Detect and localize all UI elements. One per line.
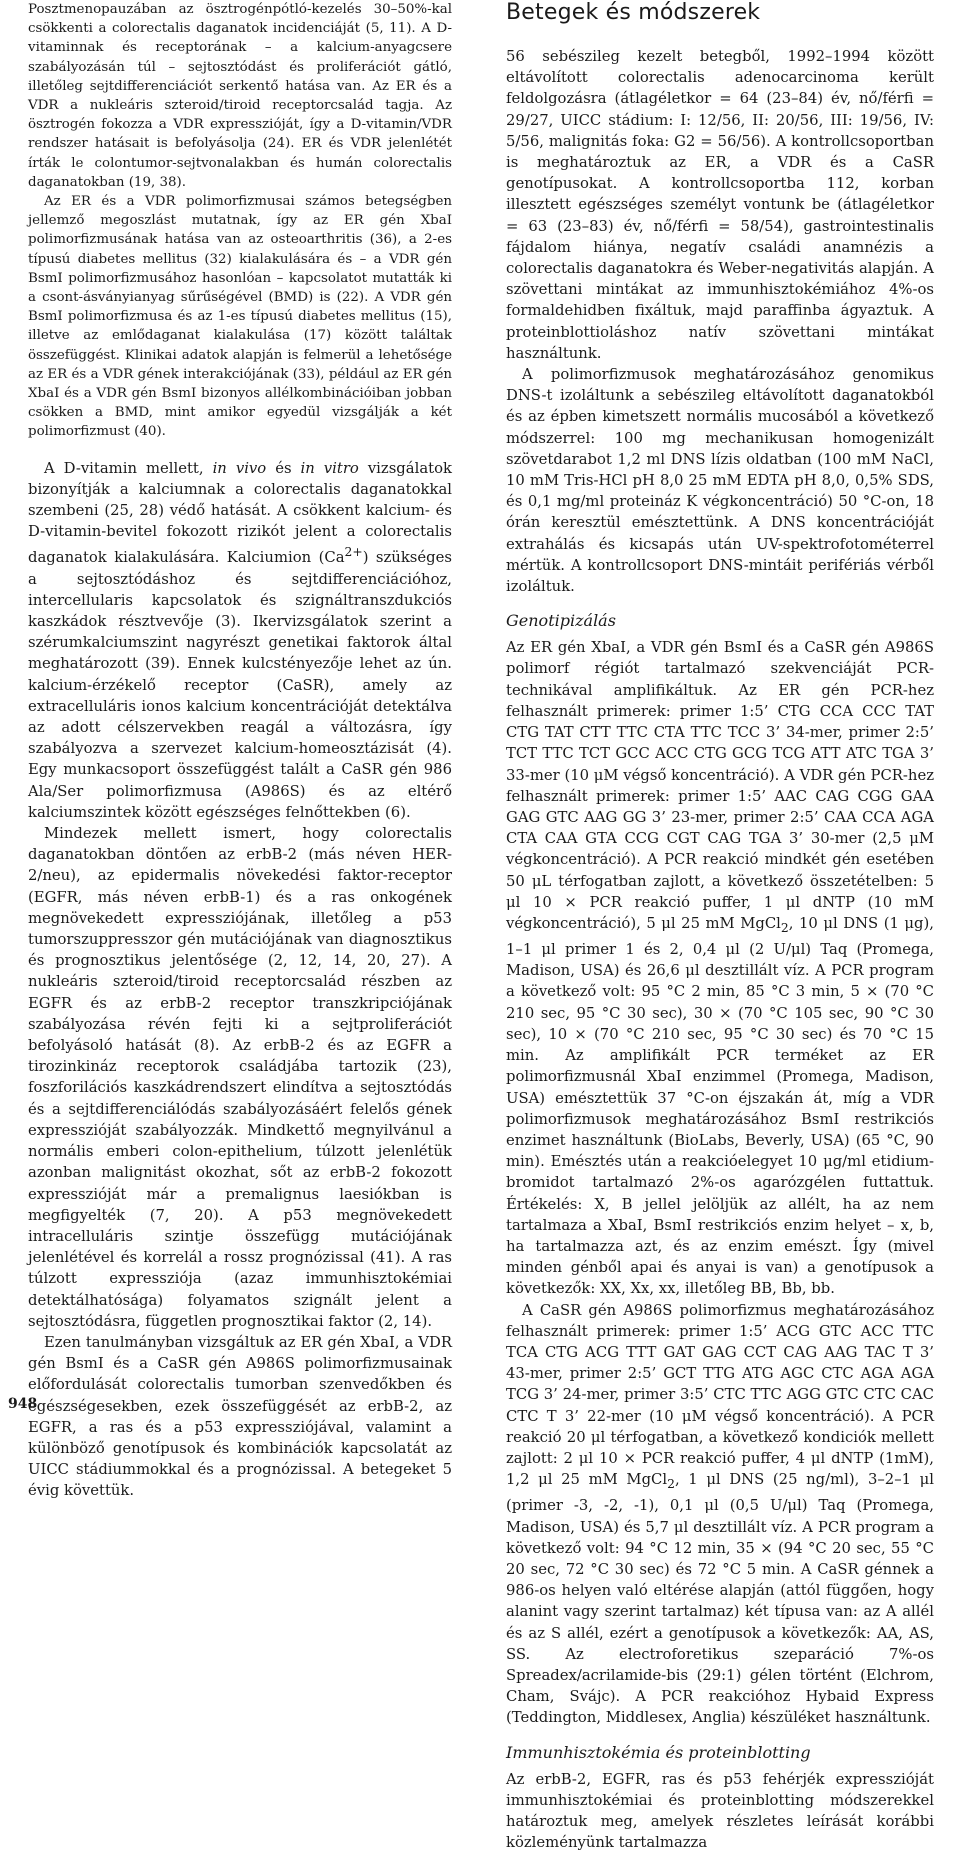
right-paragraph-5: Az erbB-2, EGFR, ras és p53 fehérjék expresszióját immunhisztokémiai és proteinblotting módszerekkel határoztuk meg, amelyek részletes leírását korábbi közleményünk tartalmazza (506, 1770, 934, 1852)
subheading-genotyping: Genotipizálás (506, 611, 616, 631)
right-paragraph-2: A polimorfizmusok meghatározásához genomikus DNS-t izoláltunk a sebészileg eltávolított daganatokból és az épben kimetszett normális mucosából a következő módszerrel: 100 mg mechanikusan homogenizált szövetdarabot 1,2 ml DNS lízis oldatban (100 mM NaCl, 10 mM Tris-HCl pH 8,0 25 mM EDTA pH 8,0, 0,5% SDS, és 0,1 mg/ml proteináz K végkoncentráció) 50 °C-on, 18 órán keresztül emésztettünk. A DNS koncentrációját extrahálás és kicsapás után UV-spektrofotométerrel mértük. A kontrollcsoport DNS-mintáit perifériás vérből izoláltuk. (506, 366, 934, 596)
subheading-immunohistochemistry: Immunhisztokémia és proteinblotting (506, 1742, 811, 1762)
left-paragraph-3: A D-vitamin mellett, in vivo és in vitro vizsgálatok bizonyítják a kalciumnak a colorectalis daganatokkal szembeni (25, 28) védő hatását. A csökkent kalcium- és D-vitamin-bevitel fokozott rizikót jelent a colorectalis daganatok kialakulására. Kalciumion $(Ca^{2+})$ szükséges a sejtosztódáshoz és sejtdifferenciációhoz, intercellularis kapcsolatok és szignáltranszdukciós kaszkádok résztvevője (3). Ikervizsgálatok szerint a szérumkalciumszint nagyrészt genetikai faktorok által meghatározott (39). Ennek kulcstényezője lehet az ún. kalcium-érzékelő receptor (CaSR), amely az extracelluláris ionos kalcium koncentrációját detektálva az adott célszervekben reagál a változásra, így szabályozva a szervezet kalcium-homeosztázisát (4). Egy munkacsoport összefüggést talált a CaSR gén 986 Ala/Ser polimorfizmusa (A986S) és az eltérő kalciumszintek között egészséges felnőttekben (6). (28, 459, 452, 821)
section-heading: Betegek és módszerek (506, 0, 761, 25)
left-paragraph-4: Mindezek mellett ismert, hogy colorectalis daganatokban döntően az erbB-2 (más néven HER-2/neu), az epidermalis növekedési faktor-receptor (EGFR, más néven erbB-1) és a ras onkogének megnövekedett expressziójának, illetőleg a p53 tumorszuppresszor gén mutációjának van diagnosztikus és prognosztikus jelentősége (2, 12, 14, 20, 27). A nukleáris szteroid/tiroid receptorcsalád részben az EGFR és az erbB-2 receptor transzkripciójának szabályozása révén fejti ki a sejtproliferációt befolyásoló hatását (8). Az erbB-2 és az EGFR a tirozinkináz receptorok családjába tartozik (23), foszforilációs kaszkádrendszert elindítva a sejtosztódás és a sejtdifferenciálódás szabályozásáért felelős gének expresszióját szabályozzák. Mindkettő megnyilvánul a normális emberi colon-epithelium, túlzott jelenlétük azonban malignitást okozhat, sőt az erbB-2 fokozott expresszióját már a premalignus laesiókban is megfigyelték (7, 20). A p53 megnövekedett intracelluláris szintje összefügg mutációjának jelenlétével és korrelál a rossz prognózissal (41). A ras túlzott expressziója (azaz immunhisztokémiai detektálhatósága) folyamatos szignált jelent a sejtosztódásra, független prognosztikai faktor (2, 14). (28, 825, 452, 1330)
right-column (506, 0, 934, 1853)
left-paragraph-1: Posztmenopauzában az ösztrogénpótló-kezelés 30–50%-kal csökkenti a colorectalis daganatok incidenciáját (5, 11). A D-vitaminnak és receptorának – a kalcium-anyagcsere szabályozásán túl – sejtosztódást és proliferációt gátló, illetőleg sejtdifferenciációt serkentő hatása van. Az ER és a VDR a nukleáris szteroid/tiroid receptorcsalád tagja. Az ösztrogén fokozza a VDR expresszióját, így a D-vitamin/VDR rendszer hatásait is befolyásolja (24). ER és VDR jelenlétét írták le colontumor-sejtvonalakban és humán colorectalis daganatokban (19, 38). (28, 2, 452, 190)
page-number: 948 (8, 1396, 38, 1412)
right-paragraph-1: 56 sebészileg kezelt betegből, 1992–1994 között eltávolított colorectalis adenocarcinoma került feldolgozásra (átlagéletkor = 64 (23–84) év, nő/férfi = 29/27, UICC stádium: I: 12/56, II: 20/56, III: 19/56, IV: 5/56, malignitás foka: G2 = 56/56). A kontrollcsoportban is meghatároztuk az ER, a VDR és a CaSR genotípusokat. A kontrollcsoportba 112, korban illesztett egészséges személyt vontunk be (átlagéletkor = 63 (23–83) év, nő/férfi = 58/54), gastrointestinalis fájdalom hiánya, negatív családi anamnézis a colorectalis daganatokra és Weber-negativitás alapján. A szövettani mintákat az immunhisztokémiához 4%-os formaldehidben fixáltuk, majd paraffinba ágyaztuk. A proteinblottioláshoz natív szövettani mintákat használtunk. (506, 48, 934, 362)
right-paragraph-4: A CaSR gén A986S polimorfizmus meghatározásához felhasznált primerek: primer 1:5’ ACG GTC ACC TTC TCA CTG ACG TTT GAT GAG CCT CAG AAG TAC T 3’ 43-mer, primer 2:5’ GCT TTG ATG AGC CTC AGA AGA TCG 3’ 24-mer, primer 3:5’ CTC TTC AGG GTC CTC CAC CTC T 3’ 22-mer (10 μM végső koncentráció). A PCR reakció 20 μl térfogatban, a következő kondiciók mellett zajlott: 2 μl 10 × PCR reakció puffer, 4 μl dNTP (1mM), 1,2 μl 25 mM MgCl$_2$, 1 μl DNS (25 ng/ml), 3–2–1 μl (primer -3, -2, -1), 0,1 μl (0,5 U/μl) Taq (Promega, Madison, USA) és 5,7 μl desztillált víz. A PCR program a következő volt: 94 °C 12 min, 35 × (94 °C 20 sec, 55 °C 20 sec, 72 °C 30 sec) és 72 °C 5 min. A CaSR génnek a 986-os helyen való eltérése alapján (attól függően, hogy alanint vagy szerint tartalmaz) két típusa van: az A allél és az S allél, ezért a genotípusok a következők: AA, AS, SS. Az electroforetikus szeparáció 7%-os Spreadex/acrilamide-bis (29:1) gélen történt (Elchrom, Cham, Svájc). A PCR reakcióhoz Hybaid Express (Teddington, Middlesex, Anglia) készüléket használtunk. (506, 1301, 934, 1727)
left-column (28, 0, 452, 1502)
left-paragraph-5: Ezen tanulmányban vizsgáltuk az ER gén XbaI, a VDR gén BsmI és a CaSR gén A986S polimorfizmusainak előfordulását colorectalis tumorban szenvedőkben és egészségesekben, ezek összefüggését az erbB-2, az EGFR, a ras és a p53 expressziójával, valamint a különböző genotípusok és kombinációk kapcsolatát az UICC stádiummokkal és a prognózissal. A betegeket 5 évig követtük. (28, 1333, 452, 1500)
paragraph-gap (28, 442, 452, 458)
left-paragraph-2: Az ER és a VDR polimorfizmusai számos betegségben jellemző megoszlást mutatnak, így az ER gén XbaI polimorfizmusának hatása van az osteoarthritis (36), a 2-es típusú diabetes mellitus (32) kialakulására és – a VDR gén BsmI polimorfizmusához hasonlóan – kapcsolatot mutatták ki a csont-ásványianyag sűrűségével (BMD) is (22). A VDR gén BsmI polimorfizmusa és az 1-es típusú diabetes mellitus (15), illetve az emlődaganat kialakulása (17) között találtak összefüggést. Klinikai adatok alapján is felmerül a lehetősége az ER és a VDR gének interakciójának (33), például az ER gén XbaI és a VDR gén BsmI bizonyos allélkombinációiban jobban csökken a BMD, mint amikor egyedül vizsgálják a két polimorfizmust (40). (28, 194, 452, 440)
right-paragraph-3: Az ER gén XbaI, a VDR gén BsmI és a CaSR gén A986S polimorf régiót tartalmazó szekvenciáját PCR-technikával amplifikáltuk. Az ER gén PCR-hez felhasznált primerek: primer 1:5’ CTG CCA CCC TAT CTG TAT CTT TTC CTA TTC TCC 3’ 34-mer, primer 2:5’ TCT TTC TCT GCC ACC CTG GCG TCG ATT ATC TGA 3’ 33-mer (10 μM végső koncentráció). A VDR gén PCR-hez felhasznált primerek: primer 1:5’ AAC CAG CGG GAA GAG GTC AAG GG 3’ 23-mer, primer 2:5’ CAA CCA AGA CTA CAA GTA CCG CGT CAG TGA 3’ 30-mer (2,5 μM végkoncentráció). A PCR reakció mindkét gén esetében 50 μL térfogatban zajlott, a következő összetételben: 5 μl 10 × PCR reakció puffer, 1 μl dNTP (10 mM végkoncentráció), 5 μl 25 mM MgCl$_2$, 10 μl DNS (1 μg), 1–1 μl primer 1 és 2, 0,4 μl (2 U/μl) Taq (Promega, Madison, USA) és 26,6 μl desztillált víz. A PCR program a következő volt: 95 °C 2 min, 85 °C 3 min, 5 × (70 °C 210 sec, 95 °C 30 sec), 30 × (70 °C 105 sec, 90 °C 30 sec), 10 × (70 °C 210 sec, 95 °C 30 sec) és 70 °C 15 min. Az amplifikált PCR terméket az ER polimorfizmusnál XbaI enzimmel (Promega, Madison, USA) emésztettük 37 °C-on éjszakán át, míg a VDR polimorfizmusok meghatározásához BsmI restrikciós enzimet használtunk (BioLabs, Beverly, USA) (65 °C, 90 min). Emésztés után a reakcióelegyet 10 μg/ml etidium-bromidot tartalmazó 2%-os agarózgélen futtattuk. Értékelés: X, B jellel jelöljük az allélt, ha az nem tartalmaza a XbaI, BsmI restrikciós enzim helyet – x, b, ha tartalmazza azt, és az enzim emészt. Így (mivel minden génből apai és anyai is van) a genotípusok a következők: XX, Xx, xx, illetőleg BB, Bb, bb. (506, 639, 934, 1298)
